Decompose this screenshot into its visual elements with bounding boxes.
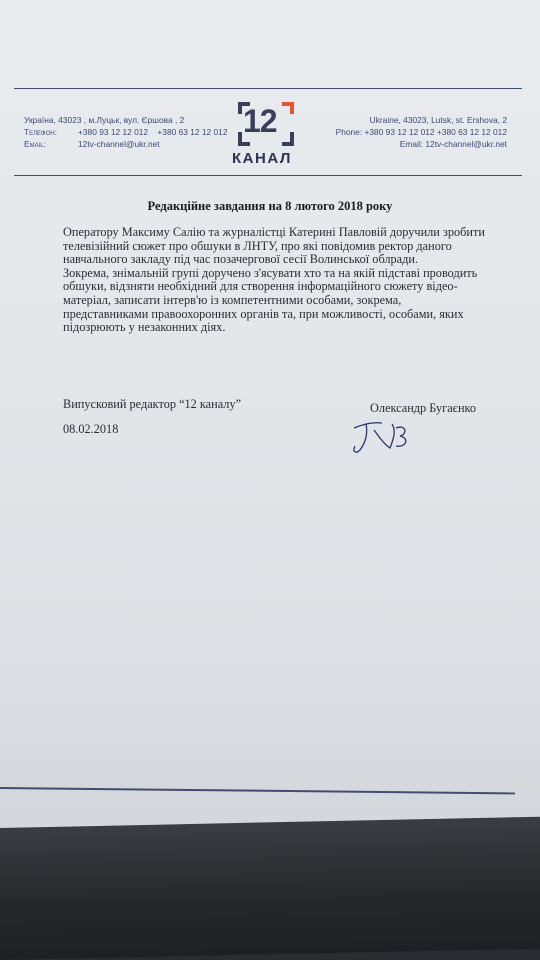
email-line-en xyxy=(307,138,507,150)
paragraph-1 xyxy=(63,226,483,267)
paragraph-2-line: Зокрема, знімальній групі доручено з'ясувати хто та на якій підставі проводить xyxy=(63,265,478,280)
footer-rule xyxy=(0,787,515,794)
editor-title: Випусковий редактор “12 каналу” xyxy=(63,397,242,411)
paragraph-2-line: обшуки, відзняти необхідний для створення інформаційного сюжету відео- xyxy=(63,279,458,294)
email-line-ua xyxy=(24,138,214,150)
signature-icon xyxy=(346,408,416,458)
email-label-en: Email: xyxy=(399,139,424,149)
logo-number: 12 xyxy=(243,103,277,139)
editor-name: Олександр Бугаєнко xyxy=(370,401,477,415)
channel-logo xyxy=(230,98,302,172)
phone-line-en xyxy=(307,126,507,138)
document-body xyxy=(63,226,483,335)
header-top-rule xyxy=(14,88,522,89)
phones-en: +380 93 12 12 012 +380 63 12 12 012 xyxy=(364,127,507,137)
phone-line-ua xyxy=(24,126,228,138)
email-label-ua: Email: xyxy=(24,139,46,149)
paragraph-1-line: навчального закладу під час позачергової сесії Волинської облради. xyxy=(63,252,419,267)
phone-label-en: Phone: xyxy=(335,127,363,137)
header-bottom-rule xyxy=(14,175,522,176)
phone1-ua: +380 93 12 12 012 xyxy=(78,127,149,137)
logo-brand: КАНАЛ xyxy=(232,150,292,167)
paragraph-2 xyxy=(63,267,483,335)
email-en: 12tv-channel@ukr.net xyxy=(425,139,507,149)
letterhead-left xyxy=(24,114,228,150)
phone2-ua: +380 63 12 12 012 xyxy=(157,127,228,137)
paragraph-1-line: телевізійний сюжет про обшуки в ЛНТУ, про які повідомив ректор даного xyxy=(63,238,452,253)
email-ua: 12tv-channel@ukr.net xyxy=(78,139,160,149)
phone-label-ua: Телефон: xyxy=(24,127,57,137)
background-surface xyxy=(0,817,540,960)
paragraph-1-line: Оператору Максиму Салію та журналістці Катерині Павловій доручили зробити xyxy=(63,225,485,239)
address-ua: Україна, 43023 , м.Луцьк, вул. Єршова , 2 xyxy=(24,115,185,125)
address-en: Ukraine, 43023, Lutsk, st. Ershova, 2 xyxy=(369,115,507,125)
document-title: Редакційне завдання на 8 лютого 2018 року xyxy=(147,199,393,213)
letterhead-right xyxy=(307,114,507,150)
document-date: 08.02.2018 xyxy=(63,422,119,436)
paragraph-2-line: представниками правоохоронних органів та, при можливості, особами, яких xyxy=(63,306,464,321)
paragraph-2-line: підозрюють у незаконних діях. xyxy=(63,320,226,335)
paragraph-2-line: матеріал, записати інтерв'ю із компетентними особами, зокрема, xyxy=(63,292,402,307)
